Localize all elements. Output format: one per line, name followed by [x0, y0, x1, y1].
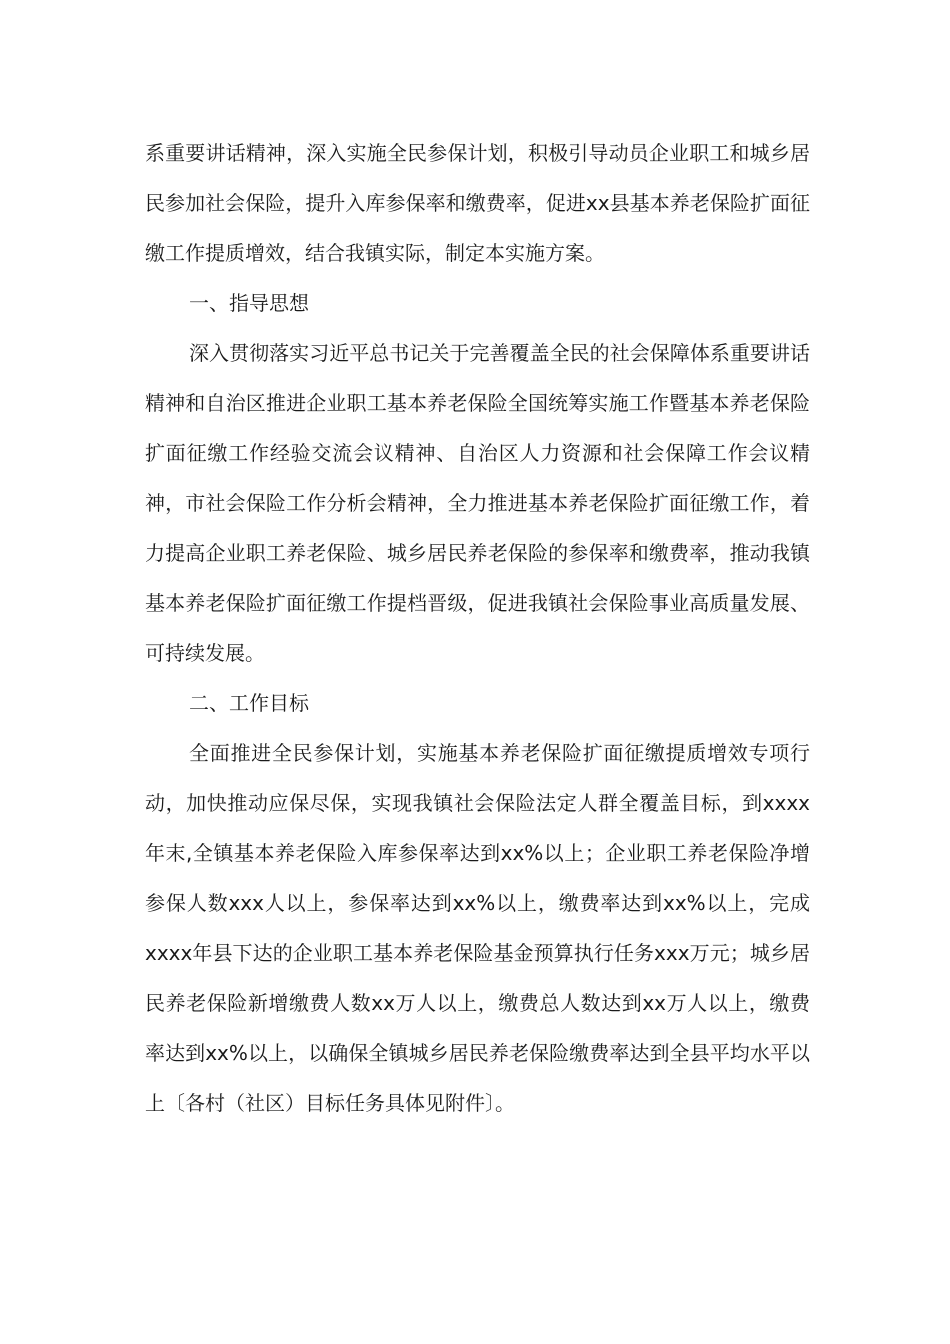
document-body	[145, 128, 810, 1128]
section-heading-guiding-thought: 一、指导思想	[189, 291, 309, 315]
paragraph-work-goals: 全面推进全民参保计划，实施基本养老保险扩面征缴提质增效专项行动，加快推动应保尽保，实现我镇社会保险法定人群全覆盖目标，到xxxx年末,全镇基本养老保险入库参保率达到xx%以上；企业职工养老保险净增参保人数xxx人以上，参保率达到xx%以上，缴费率达到xx%以上，完成xxxx年县下达的企业职工基本养老保险基金预算执行任务xxx万元；城乡居民养老保险新增缴费人数xx万人以上，缴费总人数达到xx万人以上，缴费率达到xx%以上，以确保全镇城乡居民养老保险缴费率达到全县平均水平以上〔各村（社区）目标任务具体见附件〕。	[145, 741, 810, 1115]
section-heading-work-goals: 二、工作目标	[189, 691, 309, 715]
paragraph-continuation: 系重要讲话精神，深入实施全民参保计划，积极引导动员企业职工和城乡居民参加社会保险，提升入库参保率和缴费率，促进xx县基本养老保险扩面征缴工作提质增效，结合我镇实际，制定本实施方案。	[145, 141, 810, 265]
paragraph-guiding-thought: 深入贯彻落实习近平总书记关于完善覆盖全民的社会保障体系重要讲话精神和自治区推进企业职工基本养老保险全国统筹实施工作暨基本养老保险扩面征缴工作经验交流会议精神、自治区人力资源和社会保障工作会议精神，市社会保险工作分析会精神，全力推进基本养老保险扩面征缴工作，着力提高企业职工养老保险、城乡居民养老保险的参保率和缴费率，推动我镇基本养老保险扩面征缴工作提档晋级，促进我镇社会保险事业高质量发展、可持续发展。	[145, 341, 810, 665]
